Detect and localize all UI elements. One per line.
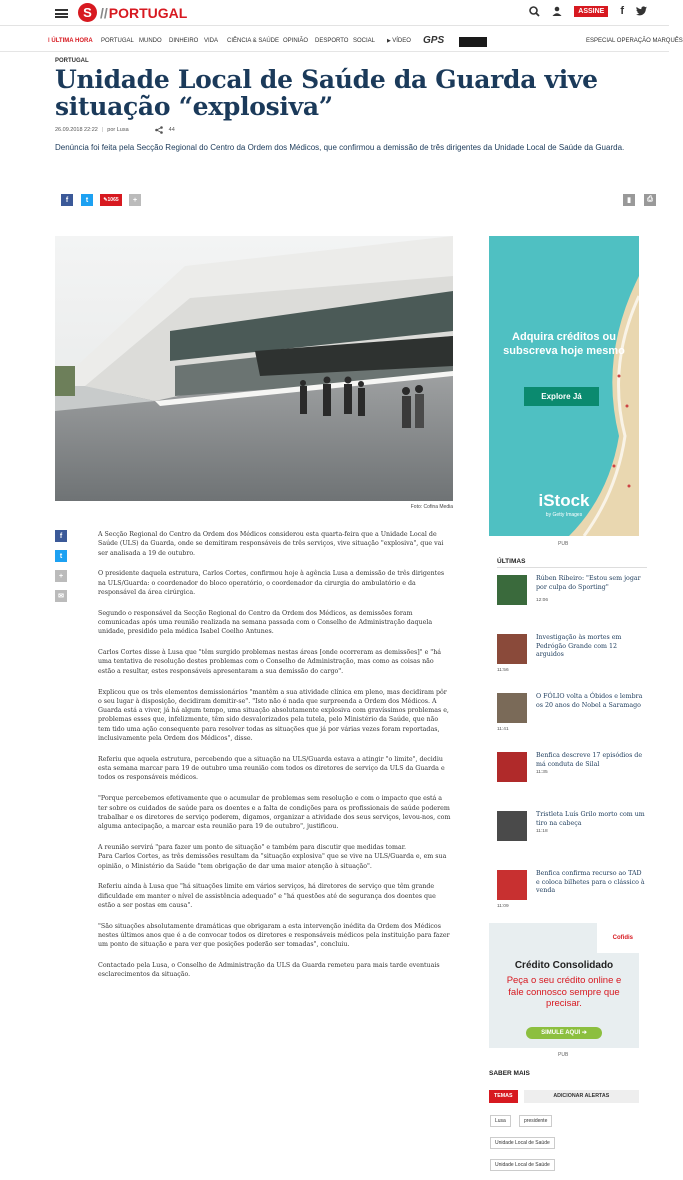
list-item[interactable] [497,752,647,811]
article-title: Unidade Local de Saúde da Guarda vive situação “explosiva” [55,65,598,121]
logo-slashes: // [100,4,108,21]
thumbnail [497,811,527,841]
search-icon[interactable] [529,6,540,17]
nav-item-video[interactable]: ▶ VÍDEO [387,38,411,44]
bolt-icon: ǀ [48,38,52,44]
logo-mark: S [78,3,97,22]
list-item[interactable] [497,811,647,870]
item-title[interactable]: Tristleta Luís Grilo morto com um tiro na cabeça [536,811,645,827]
thumbnail [497,634,527,664]
main-nav [0,34,683,52]
nav-item-vida[interactable]: VIDA [204,38,219,44]
logo-text: PORTUGAL [108,4,188,21]
more-share-icon[interactable]: + [129,194,141,206]
cofidis-text: Peça o seu crédito online e fale connosco sempre que precisar. [506,975,622,1009]
article-body [98,530,451,991]
paragraph: Segundo o responsável da Secção Regional do Centro da Ordem dos Médicos, as demissões foram comunicadas após uma reunião realizada na semana passada com o Conselho de Administração daquela unidade, presidido pela médica Isabel Coelho Antunes. [98,609,433,636]
tag[interactable]: Unidade Local de Saúde [490,1137,555,1149]
tab-temas[interactable]: TEMAS [489,1090,518,1103]
ultimas-title: ÚLTIMAS [497,558,526,565]
tab-adicionar-alertas[interactable]: ADICIONAR ALERTAS [524,1090,639,1103]
share-toolbar [55,194,658,206]
paragraph: O presidente daquela estrutura, Carlos Cortes, confirmou hoje à agência Lusa a demissão de três dirigentes na ULS/Guarda: o coordenador do bloco operatório, o coordenador da cirurgia do ambulatório e da responsável da área cirúrgica. [98,570,445,596]
comments-button[interactable]: ✎ 1065 [100,194,122,206]
ultimas-list [497,575,647,929]
item-time: 11:56 [497,668,509,673]
facebook-share-icon[interactable]: f [61,194,73,206]
twitter-icon[interactable] [636,6,647,16]
article-photo [55,236,453,501]
ad-cofidis[interactable] [489,923,639,1048]
thumbnail [497,693,527,723]
list-item[interactable] [497,634,647,693]
paragraph: A Secção Regional do Centro da Ordem dos Médicos considerou esta quarta-feira que a Unidade Local de Saúde (ULS) da Guarda, onde se demitiram responsáveis de três serviços, vive situação "explosiva", que vai ser analisada a 19 de outubro. [98,531,444,557]
share-icon[interactable] [155,126,163,134]
tag[interactable]: Unidade Local de Saúde [490,1159,555,1171]
arrow-icon: ➔ [581,1030,587,1036]
side-email-icon[interactable]: ✉ [55,590,67,602]
nav-item-social[interactable]: SOCIAL [353,38,376,44]
item-title[interactable]: Rúben Ribeiro: "Estou sem jogar por culpa do Sporting" [536,575,641,591]
list-item[interactable] [497,575,647,634]
play-icon: ▶ [387,38,393,44]
nav-item-ciencia-saude[interactable]: CIÊNCIA & SAÚDE [227,38,280,44]
side-more-icon[interactable]: + [55,570,67,582]
paragraph: Explicou que os três elementos demissionários "mantêm a sua atividade clínica em pleno, mas decidiram pôr o seu lugar à disposição, decidiram demitir-se". "Isto não é nada que surpreenda a Ordem dos Médicos. A Guarda está a viver, já há algum tempo, uma situação absolutamente explosiva com gravíssimos problemas e, problemas esses que, infelizmente, têm sido desvalorizados pela tutela, pelo Ministério da Saúde, que não tem tido uma ação consequente para resolver todas as situações que já por várias vezes foram reportadas, inclusivamente pela Ordem dos Médicos", disse. [98,688,449,743]
list-item[interactable] [497,693,647,752]
thumbnail [497,870,527,900]
paragraph: "Porque percebemos efetivamente que o acumular de problemas sem resolução e com o impacto que está a ter sobre os cuidados de saúde para os doentes e a falta de condições para os profissionais de saúde poderem trabalhar e os diretores de serviço poderem, digamos, organizar a atividade dos seus serviços, levou-nos, com alguma antecipação, a marcar esta reunião para 19 de outubro", justificou. [98,795,451,831]
paragraph: "São situações absolutamente dramáticas que obrigaram a esta intervenção inédita da Ordem dos Médicos nestes últimos anos que é a de convocar todos os diretores e responsáveis médicos pela instituição para fazer um ponto de situação e para ver que posições poderão ser tomadas", concluiu. [98,922,450,949]
nav-item-mundo[interactable]: MUNDO [139,38,162,44]
comment-icon: ✎ [103,197,108,203]
article-author: por Lusa [107,127,129,133]
side-twitter-icon[interactable]: t [55,550,67,562]
nav-item-dinheiro[interactable]: DINHEIRO [169,38,199,44]
hospital-building-image [55,236,453,501]
ad2-pub-label: PUB [558,1052,569,1058]
saber-mais-title: SABER MAIS [489,1070,530,1077]
cofidis-headline: Crédito Consolidado [514,960,614,971]
cofidis-logo: Cofidis [612,935,633,941]
site-logo[interactable] [78,3,187,22]
side-facebook-icon[interactable]: f [55,530,67,542]
article-lead: Denúncia foi feita pela Secção Regional do Centro da Ordem dos Médicos, que confirmou a demissão de três dirigentes da Unidade Local de Saúde da Guarda. [55,143,625,152]
user-icon[interactable] [552,6,562,16]
tag[interactable]: Lusa [490,1115,511,1127]
nav-breaking[interactable]: ǀ ÚLTIMA HORA [48,38,93,44]
share-count: 44 [168,127,175,133]
thumbnail [497,575,527,605]
item-title[interactable]: Investigação às mortes em Pedrógão Grande com 12 arguidos [536,634,622,658]
item-time: 11:09 [497,904,509,909]
paragraph: Referiu que aquela estrutura, percebendo que a situação na ULS/Guarda estava a atingir "o limite", decidiu esta semana marcar para 19 de outubro uma reunião com todos os diretores de serviço da ULS da Guarda e todos os responsáveis médicos. [98,755,445,782]
subscribe-button[interactable]: ASSINE [574,6,608,17]
list-item[interactable] [497,870,647,929]
item-title[interactable]: O FÓLIO volta a Óbidos e lembra os 20 anos do Nobel a Saramago [536,693,643,709]
item-title[interactable]: Benfica confirma recurso ao TAD e coloca bilhetes para o clássico à venda [536,870,645,894]
article-date: 26.09.2018 22:22 [55,127,98,133]
paragraph: A reunião servirá "para fazer um ponto de situação" e também para discutir que medidas tomar. Para Carlos Cortes, as três demissões resultam da "situação explosiva" que se vive na ULS/Guarda e, em sua opinião, o Ministério da Saúde "tem obrigação de dar uma maior atenção à situação". [98,843,447,870]
nav-item-opiniao[interactable]: OPINIÃO [283,38,309,44]
top-bar [0,0,669,26]
item-time: 11:35 [536,770,548,775]
item-time: 11:18 [536,829,548,834]
nav-special[interactable]: ESPECIAL OPERAÇÃO MARQUÊS [586,38,683,44]
article-kicker[interactable]: PORTUGAL [55,58,89,64]
article-meta: 26.09.2018 22:22 | por Lusa 44 [55,127,175,133]
ad-brand-sub: by Getty Images [545,512,583,518]
partner-logo[interactable] [459,37,487,47]
item-time: 12:06 [536,598,549,603]
thumbnail [497,752,527,782]
paragraph: Contactado pela Lusa, o Conselho de Administração da ULS da Guarda remeteu para mais tarde eventuais esclarecimentos da situação. [98,962,440,979]
nav-item-portugal[interactable]: PORTUGAL [101,38,134,44]
nav-item-desporto[interactable]: DESPORTO [315,38,349,44]
ad-explore-button[interactable]: Explore Já [524,387,599,406]
nav-gps-logo[interactable]: GPS [423,35,445,46]
paragraph: Carlos Cortes disse à Lusa que "têm surgido problemas nestas áreas [onde ocorreram as demissões]" e "há uma tentativa de resolução destes problemas com o Conselho de Administração, mas como as coisas não estão a resultar, estes responsáveis apresentaram a sua demissão do cargo". [98,649,442,675]
photo-credit: Foto: Cofina Media [410,504,453,510]
item-title[interactable]: Benfica descreve 17 episódios de má conduta de Silal [536,752,643,768]
print-icon[interactable]: ⎙ [644,194,656,206]
ad-istock[interactable] [489,236,639,536]
twitter-share-icon[interactable]: t [81,194,93,206]
bookmark-icon[interactable]: ▮ [623,194,635,206]
facebook-icon[interactable]: f [620,5,624,17]
menu-icon[interactable] [55,9,68,18]
ad-brand: iStock [538,491,590,510]
cofidis-button[interactable]: SIMULE AQUI ➔ [526,1027,602,1039]
ad-headline: Adquira créditos ou subscreva hoje mesmo [503,331,625,357]
saber-mais-tabs [489,1090,639,1103]
paragraph: Referiu ainda à Lusa que "há situações limite em vários serviços, há diretores de serviço que têm grande dificuldade em manter o nível de assistência adequado" e "há questões até de segurança dos doentes que estão a ser postas em causa". [98,883,436,909]
ad-pub-label: PUB [558,541,569,547]
side-share-bar [55,530,67,610]
tag[interactable]: presidente [519,1115,552,1127]
item-time: 11:41 [497,727,509,732]
